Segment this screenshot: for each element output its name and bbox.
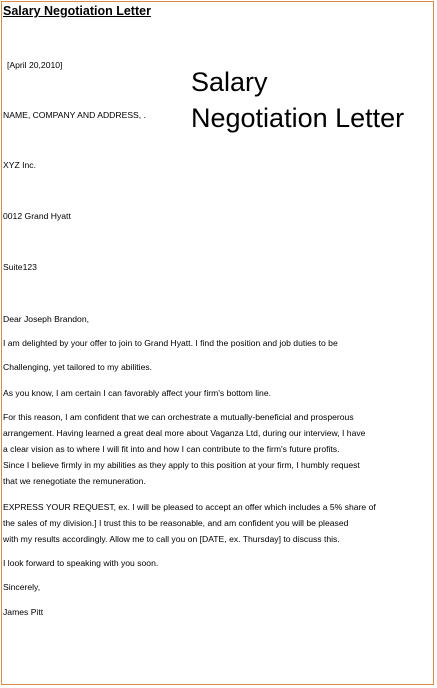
paragraph-line: Challenging, yet tailored to my abilities. xyxy=(3,362,153,372)
paragraph-5 xyxy=(3,499,431,547)
paragraph-6 xyxy=(3,555,431,571)
recipient-block-label: NAME, COMPANY AND ADDRESS, . xyxy=(3,110,146,120)
paragraph-line: Since I believe firmly in my abilities as they apply to this position at your firm, I humbly request xyxy=(3,460,360,470)
paragraph-line: For this reason, I am confident that we can orchestrate a mutually-beneficial and prosperous xyxy=(3,412,354,422)
paragraph-line: I am delighted by your offer to join to Grand Hyatt. I find the position and job duties to be xyxy=(3,338,338,348)
paragraph-line: that we renegotiate the remuneration. xyxy=(3,476,146,486)
paragraph-line: a clear vision as to where I will fit into and how I can contribute to the firm's future profits. xyxy=(3,444,340,454)
recipient-address-line-1: 0012 Grand Hyatt xyxy=(3,211,71,221)
salutation: Dear Joseph Brandon, xyxy=(3,314,89,324)
recipient-address-line-2: Suite123 xyxy=(3,262,37,272)
document-title: Salary Negotiation Letter xyxy=(3,4,151,18)
paragraph-line: arrangement. Having learned a great deal more about Vaganza Ltd, during our interview, I have xyxy=(3,428,366,438)
paragraph-1 xyxy=(3,335,431,351)
paragraph-line: the sales of my division.] I trust this to be reasonable, and am confident you will be pleased xyxy=(3,518,349,528)
paragraph-line: I look forward to speaking with you soon. xyxy=(3,558,159,568)
overlay-title-line-1: Salary xyxy=(191,67,268,97)
paragraph-2 xyxy=(3,359,431,375)
paragraph-line: with my results accordingly. Allow me to call you on [DATE, ex. Thursday] to discuss this. xyxy=(3,534,340,544)
closing: Sincerely, xyxy=(3,582,41,592)
recipient-company: XYZ Inc. xyxy=(3,160,36,170)
overlay-title xyxy=(191,64,404,136)
paragraph-3 xyxy=(3,385,431,401)
paragraph-line: As you know, I am certain I can favorably affect your firm's bottom line. xyxy=(3,388,272,398)
signature-name: James Pitt xyxy=(3,607,44,617)
paragraph-line: EXPRESS YOUR REQUEST, ex. I will be pleased to accept an offer which includes a 5% share of xyxy=(3,502,376,512)
overlay-title-line-2: Negotiation Letter xyxy=(191,103,405,133)
letter-date: [April 20,2010] xyxy=(7,60,63,70)
paragraph-4 xyxy=(3,409,431,489)
